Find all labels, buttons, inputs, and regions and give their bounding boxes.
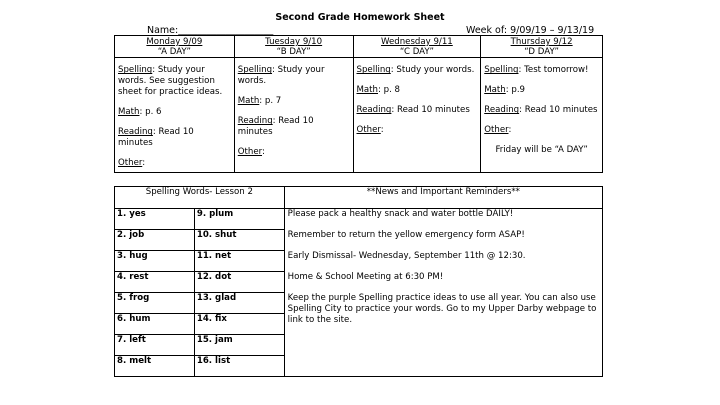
math-label: Math (484, 85, 506, 96)
news-item: Early Dismissal- Wednesday, September 11th @ 12:30. (287, 251, 526, 261)
reading-text: : Read 10 minutes (519, 105, 598, 116)
reading-assignment (118, 127, 231, 149)
other-text: : (380, 125, 384, 136)
day-header (115, 36, 235, 58)
homework-cell-monday (115, 58, 235, 173)
homework-cell-wednesday (353, 58, 481, 173)
spelling-word: 16. list (194, 356, 284, 377)
other-note: Friday will be “A DAY” (495, 145, 588, 156)
homework-row (115, 58, 603, 173)
reading-text: : Read 10 minutes (237, 116, 314, 138)
spelling-header: Spelling Words- Lesson 2 (115, 187, 285, 209)
news-cell (284, 209, 602, 377)
math-text: : p. 8 (378, 85, 401, 96)
other-assignment (357, 125, 478, 136)
spelling-label: Spelling (118, 65, 153, 76)
news-item: Keep the purple Spelling practice ideas to use all year. You can also use Spelling City to practice your words. Go to my Upper Darby webpage to link to the site. (287, 293, 597, 325)
spelling-text: : Study your words. See suggestion sheet for practice ideas. (118, 65, 223, 98)
spelling-label: Spelling (356, 65, 391, 76)
reading-label: Reading (356, 105, 392, 116)
weekly-homework-table (114, 35, 603, 173)
day-header-row (115, 36, 603, 58)
spelling-label: Spelling (484, 65, 519, 76)
math-assignment (357, 85, 478, 96)
math-assignment (238, 96, 350, 107)
math-label: Math (237, 96, 260, 107)
other-text: : (142, 158, 146, 169)
math-assignment (118, 107, 231, 118)
news-item: Please pack a healthy snack and water bottle DAILY! (287, 209, 514, 219)
reading-assignment (238, 116, 350, 138)
spelling-word: 6. hum (115, 314, 195, 335)
spelling-word: 11. net (194, 251, 284, 272)
day-header (353, 36, 481, 58)
other-label: Other (356, 125, 381, 136)
math-text: : p. 7 (259, 96, 282, 107)
other-text: : (262, 147, 265, 158)
other-assignment (118, 158, 231, 169)
page-title: Second Grade Homework Sheet (275, 12, 445, 23)
spelling-assignment (238, 65, 350, 87)
day-header (481, 36, 603, 58)
day-name: Thursday 9/12 (510, 37, 573, 47)
word-row (115, 209, 603, 230)
day-rotation: “D DAY” (524, 47, 559, 57)
spelling-word: 1. yes (115, 209, 195, 230)
math-text: : p. 6 (139, 107, 162, 118)
other-text: : (508, 125, 512, 136)
spelling-assignment (118, 65, 231, 98)
reading-assignment (484, 105, 599, 116)
reading-text: : Read 10 minutes (391, 105, 470, 116)
spelling-assignment (484, 65, 599, 76)
math-assignment (484, 85, 599, 96)
week-of: Week of: 9/09/19 – 9/13/19 (466, 25, 595, 36)
news-header: **News and Important Reminders** (284, 187, 602, 209)
spelling-and-news-table (114, 186, 603, 377)
reading-assignment (357, 105, 478, 116)
spelling-word: 15. jam (194, 335, 284, 356)
day-rotation: “C DAY” (399, 47, 434, 57)
spelling-word: 14. fix (194, 314, 284, 335)
spelling-text: : Study your words. (237, 65, 325, 87)
spelling-text: : Test tomorrow! (518, 65, 589, 76)
news-item: Remember to return the yellow emergency form ASAP! (287, 230, 525, 240)
other-assignment (484, 125, 599, 136)
spelling-word: 10. shut (194, 230, 284, 251)
reading-label: Reading (237, 116, 273, 127)
math-label: Math (118, 107, 140, 118)
news-item: Home & School Meeting at 6:30 PM! (287, 272, 444, 282)
spelling-word: 12. dot (194, 272, 284, 293)
other-label: Other (484, 125, 509, 136)
spelling-word: 5. frog (115, 293, 195, 314)
reading-label: Reading (484, 105, 520, 116)
spelling-word: 9. plum (194, 209, 284, 230)
spelling-word: 7. left (115, 335, 195, 356)
homework-cell-tuesday (234, 58, 353, 173)
other-label: Other (118, 158, 143, 169)
homework-cell-thursday (481, 58, 603, 173)
day-rotation: “A DAY” (157, 47, 191, 57)
spelling-label: Spelling (237, 65, 273, 76)
spelling-word: 13. glad (194, 293, 284, 314)
name-line: Name:____________________ (147, 25, 274, 36)
spelling-word: 2. job (115, 230, 195, 251)
reading-text: : Read 10 minutes (118, 127, 194, 149)
math-text: : p.9 (505, 85, 526, 96)
spelling-text: : Study your words. (390, 65, 475, 76)
spelling-word: 3. hug (115, 251, 195, 272)
reading-label: Reading (118, 127, 153, 138)
other-label: Other (237, 147, 263, 158)
math-label: Math (356, 85, 378, 96)
day-name: Wednesday 9/11 (380, 37, 453, 47)
spelling-word: 4. rest (115, 272, 195, 293)
day-rotation: “B DAY” (276, 47, 311, 57)
day-name: Tuesday 9/10 (265, 37, 323, 47)
bottom-header-row (115, 187, 603, 209)
spelling-assignment (357, 65, 478, 76)
day-name: Monday 9/09 (146, 37, 203, 47)
other-assignment (238, 147, 350, 158)
spelling-word: 8. melt (115, 356, 195, 377)
day-header (234, 36, 353, 58)
